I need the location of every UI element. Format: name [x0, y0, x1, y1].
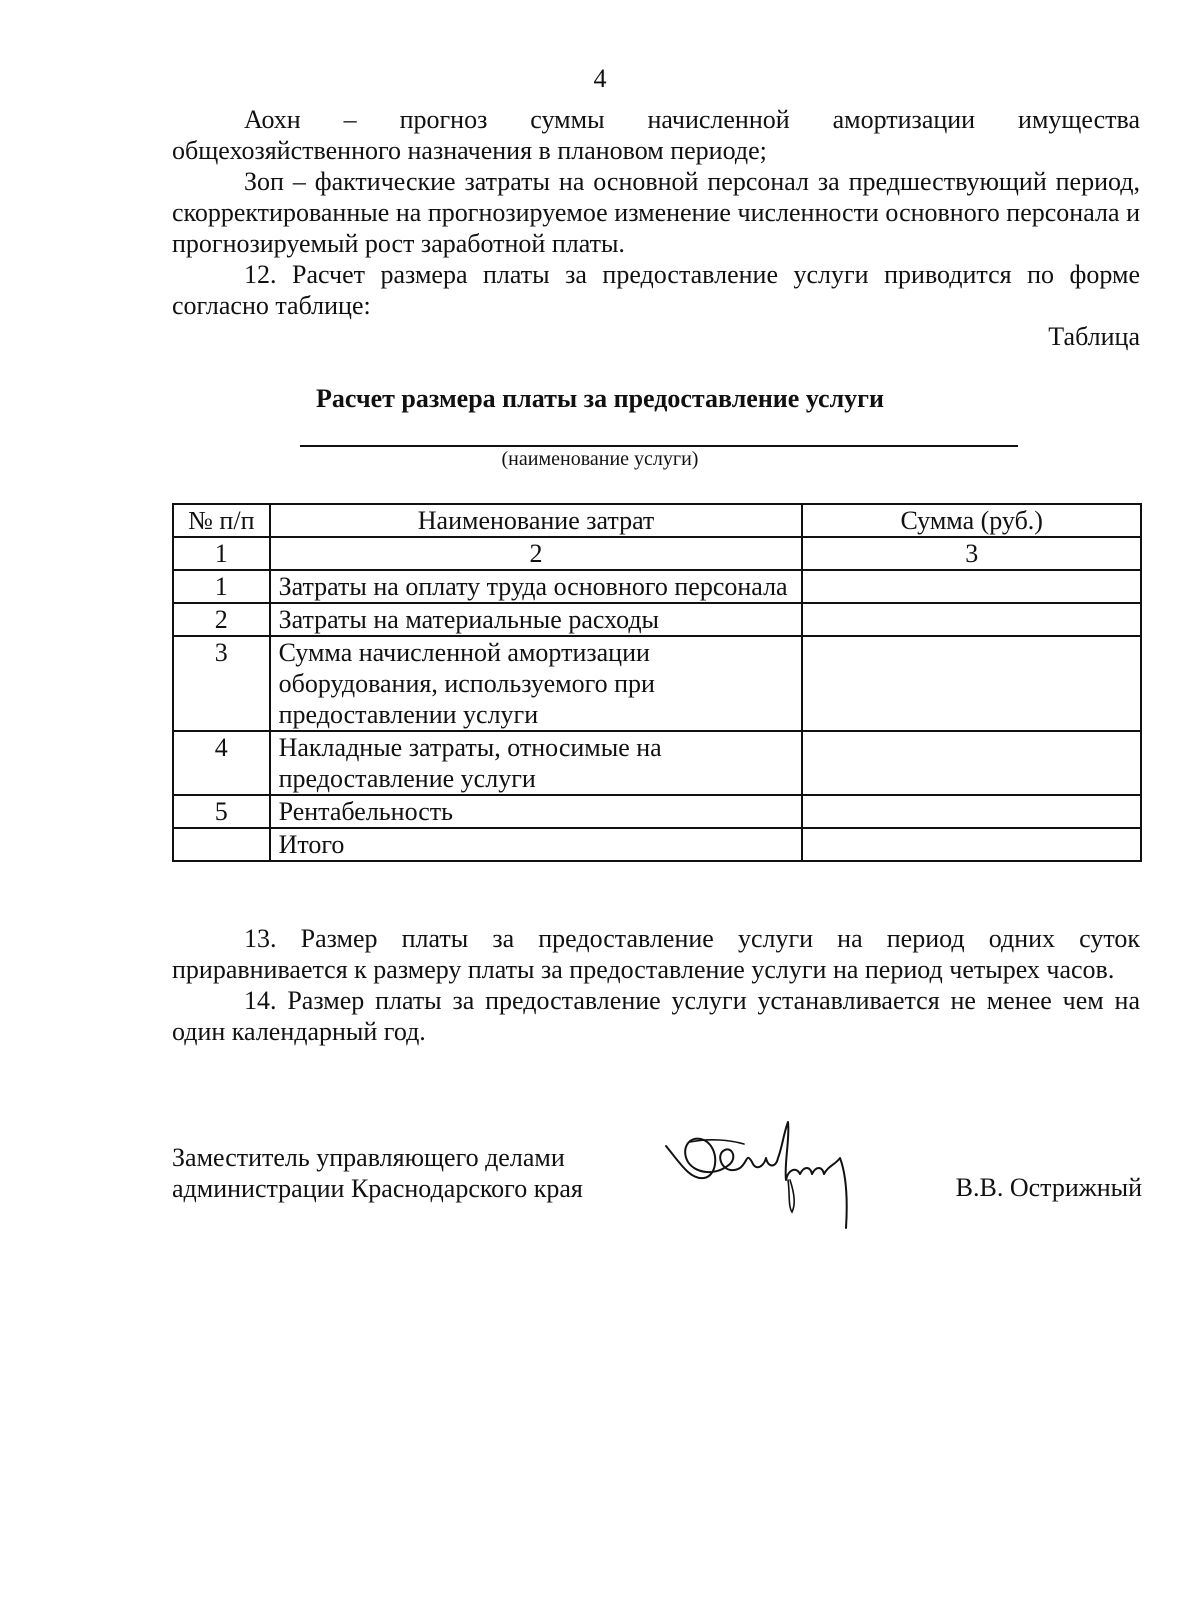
row-cost-name: Рентабельность — [270, 795, 803, 828]
row-cost-name: Сумма начисленной амортизации оборудования, используемого при предоставлении услуги — [270, 636, 803, 731]
signatory-position-line-2: администрации Краснодарского края — [172, 1174, 583, 1203]
table-total-row — [173, 828, 1141, 861]
header-number: № п/п — [173, 504, 270, 537]
row-sum — [802, 636, 1141, 731]
row-number: 3 — [173, 636, 270, 731]
signatory-position-line-1: Заместитель управляющего делами — [172, 1143, 565, 1172]
row-number: 5 — [173, 795, 270, 828]
table-header-row — [173, 504, 1141, 537]
row-cost-name: Итого — [270, 828, 803, 861]
closing-text — [172, 923, 1140, 1047]
row-cost-name: Затраты на материальные расходы — [270, 603, 803, 636]
row-cost-name: Затраты на оплату труда основного персонала — [270, 570, 803, 603]
header-cost-name: Наименование затрат — [270, 504, 803, 537]
table-label: Таблица — [1048, 322, 1140, 351]
paragraph-14: 14. Размер платы за предоставление услуги устанавливается не менее чем на один календарный год. — [172, 986, 1140, 1046]
column-numbers-row — [173, 537, 1141, 570]
table-row — [173, 570, 1141, 603]
row-sum — [802, 603, 1141, 636]
column-number-2: 2 — [270, 537, 803, 570]
row-sum — [802, 828, 1141, 861]
paragraph-zop: Зоп – фактические затраты на основной персонал за предшествующий период, скорректированные на прогнозируемое изменение численности основного персонала и прогнозируемый рост заработной платы. — [172, 167, 1140, 258]
row-number: 2 — [173, 603, 270, 636]
table-title: Расчет размера платы за предоставление услуги — [316, 384, 884, 413]
column-number-3: 3 — [802, 537, 1141, 570]
table-row — [173, 603, 1141, 636]
service-name-line — [300, 445, 1018, 447]
table-row — [173, 795, 1141, 828]
paragraph-12: 12. Расчет размера платы за предоставление услуги приводится по форме согласно таблице: — [172, 260, 1140, 320]
paragraph-aohn: Аохн – прогноз суммы начисленной амортизации имущества общехозяйственного назначения в плановом периоде; — [172, 105, 1140, 165]
row-number: 1 — [173, 570, 270, 603]
row-sum — [802, 731, 1141, 795]
row-sum — [802, 795, 1141, 828]
signatory-position — [172, 1142, 583, 1204]
row-sum — [802, 570, 1141, 603]
row-cost-name: Накладные затраты, относимые на предоставление услуги — [270, 731, 803, 795]
service-name-caption: (наименование услуги) — [501, 448, 699, 470]
column-number-1: 1 — [173, 537, 270, 570]
row-number — [173, 828, 270, 861]
header-sum: Сумма (руб.) — [802, 504, 1141, 537]
costs-table — [172, 503, 1142, 862]
table-row — [173, 731, 1141, 795]
intro-text — [172, 104, 1140, 321]
table-row — [173, 636, 1141, 731]
handwritten-signature — [660, 1118, 900, 1258]
signatory-name: В.В. Острижный — [955, 1173, 1142, 1202]
paragraph-13: 13. Размер платы за предоставление услуги на период одних суток приравнивается к размеру платы за предоставление услуги на период четырех часов. — [172, 924, 1140, 984]
page-number: 4 — [593, 64, 607, 93]
row-number: 4 — [173, 731, 270, 795]
